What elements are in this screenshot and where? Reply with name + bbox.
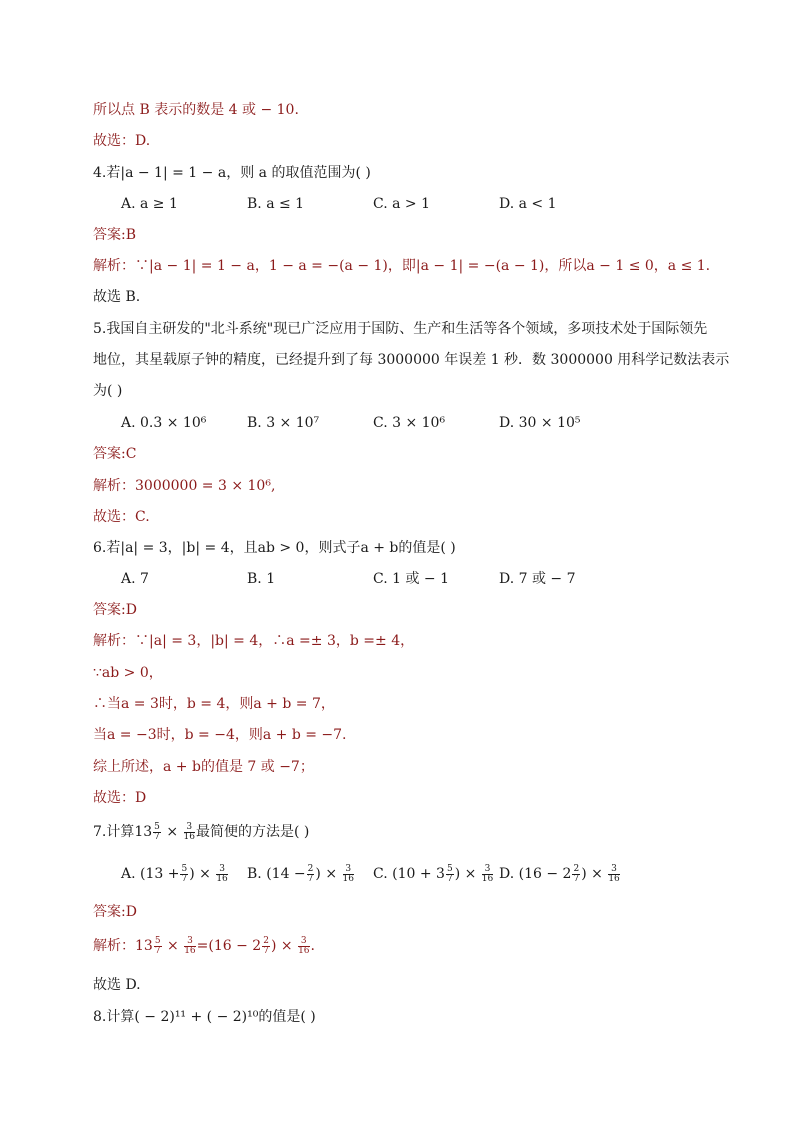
option-b: B. (14 − $\frac{2}{7}$ ) × $\frac{3}{16}$: [247, 863, 354, 884]
option-d: D. (16 − 2 $\frac{2}{7}$ ) × $\frac{3}{16}$: [499, 863, 620, 884]
explanation-6-line-3: ∴当a = 3时，b = 4，则a + b = 7，: [93, 696, 335, 712]
question-7-prefix: 7.计算13: [93, 824, 153, 840]
question-6: 6.若|a| = 3，|b| = 4，且ab > 0，则式子a + b的值是( ): [93, 540, 456, 556]
question-5-line-3: 为( ): [93, 383, 123, 399]
question-4: 4.若|a − 1| = 1 − a，则 a 的取值范围为( ): [93, 165, 371, 181]
answer-4: 答案:B: [93, 227, 137, 243]
option-b: B. 1: [247, 571, 276, 587]
option-c: C. a > 1: [373, 196, 430, 212]
solution-line: 所以点 B 表示的数是 4 或 − 10.: [93, 102, 299, 118]
option-d: D. 7 或 − 7: [499, 571, 576, 587]
option-a: A. a ≥ 1: [121, 196, 178, 212]
explanation-6-line-4: 当a = −3时，b = −4，则a + b = −7.: [93, 727, 347, 743]
option-c: C. 3 × 10⁶: [373, 415, 446, 431]
question-5-options: [0, 413, 794, 437]
select-6: 故选：D: [93, 790, 147, 806]
option-a: A. 7: [121, 571, 149, 587]
option-b: B. 3 × 10⁷: [247, 415, 320, 431]
question-5-line-2: 地位，其星载原子钟的精度，已经提升到了每 3000000 年误差 1 秒．数 3000000 用科学记数法表示: [93, 352, 730, 368]
select-7: 故选 D.: [93, 977, 141, 993]
question-5-line-1: 5.我国自主研发的"北斗系统"现已广泛应用于国防、生产和生活等各个领域，多项技术处于国际领先: [93, 321, 708, 337]
question-6-options: [0, 569, 794, 593]
option-d: D. a < 1: [499, 196, 557, 212]
question-8: 8.计算( − 2)¹¹ + ( − 2)¹⁰的值是( ): [93, 1009, 316, 1025]
fraction-3-16: $\frac{3}{16}$: [183, 821, 195, 842]
select-4: 故选 B.: [93, 289, 141, 305]
option-a: A. 0.3 × 10⁶: [121, 415, 207, 431]
explanation-7: 解析：13 $\frac{5}{7}$ × $\frac{3}{16}$ =(16 − 2 $\frac{2}{7}$ ) × $\frac{3}{16}$ .: [93, 935, 315, 956]
question-7-options: [0, 864, 794, 892]
explanation-4: 解析：∵|a − 1| = 1 − a，1 − a = −(a − 1)，即|a − 1| = −(a − 1)，所以a − 1 ≤ 0，a ≤ 1.: [93, 258, 711, 274]
answer-7: 答案:D: [93, 904, 137, 920]
option-c: C. (10 + 3 $\frac{5}{7}$ ) × $\frac{3}{16}$: [373, 863, 494, 884]
explanation-6-line-5: 综上所述，a + b的值是 7 或 −7；: [93, 759, 314, 775]
question-7-suffix: 最简便的方法是( ): [196, 824, 310, 840]
option-b: B. a ≤ 1: [247, 196, 305, 212]
select-5: 故选：C.: [93, 509, 150, 525]
explanation-6-line-2: ∵ab > 0，: [93, 665, 163, 681]
question-7: 7.计算13 $\frac{5}{7}$ × $\frac{3}{16}$ 最简便的方法是( ): [93, 821, 310, 842]
fraction-5-7: $\frac{5}{7}$: [154, 821, 160, 842]
answer-5: 答案:C: [93, 446, 137, 462]
option-d: D. 30 × 10⁵: [499, 415, 581, 431]
answer-6: 答案:D: [93, 602, 137, 618]
question-4-options: [0, 194, 794, 218]
select-line: 故选：D.: [93, 133, 151, 149]
explanation-6-line-1: 解析：∵|a| = 3，|b| = 4，∴a =± 3，b =± 4，: [93, 633, 415, 649]
explanation-5: 解析：3000000 = 3 × 10⁶,: [93, 478, 276, 494]
option-a: A. (13 + $\frac{5}{7}$ ) × $\frac{3}{16}$: [121, 863, 228, 884]
option-c: C. 1 或 − 1: [373, 571, 450, 587]
